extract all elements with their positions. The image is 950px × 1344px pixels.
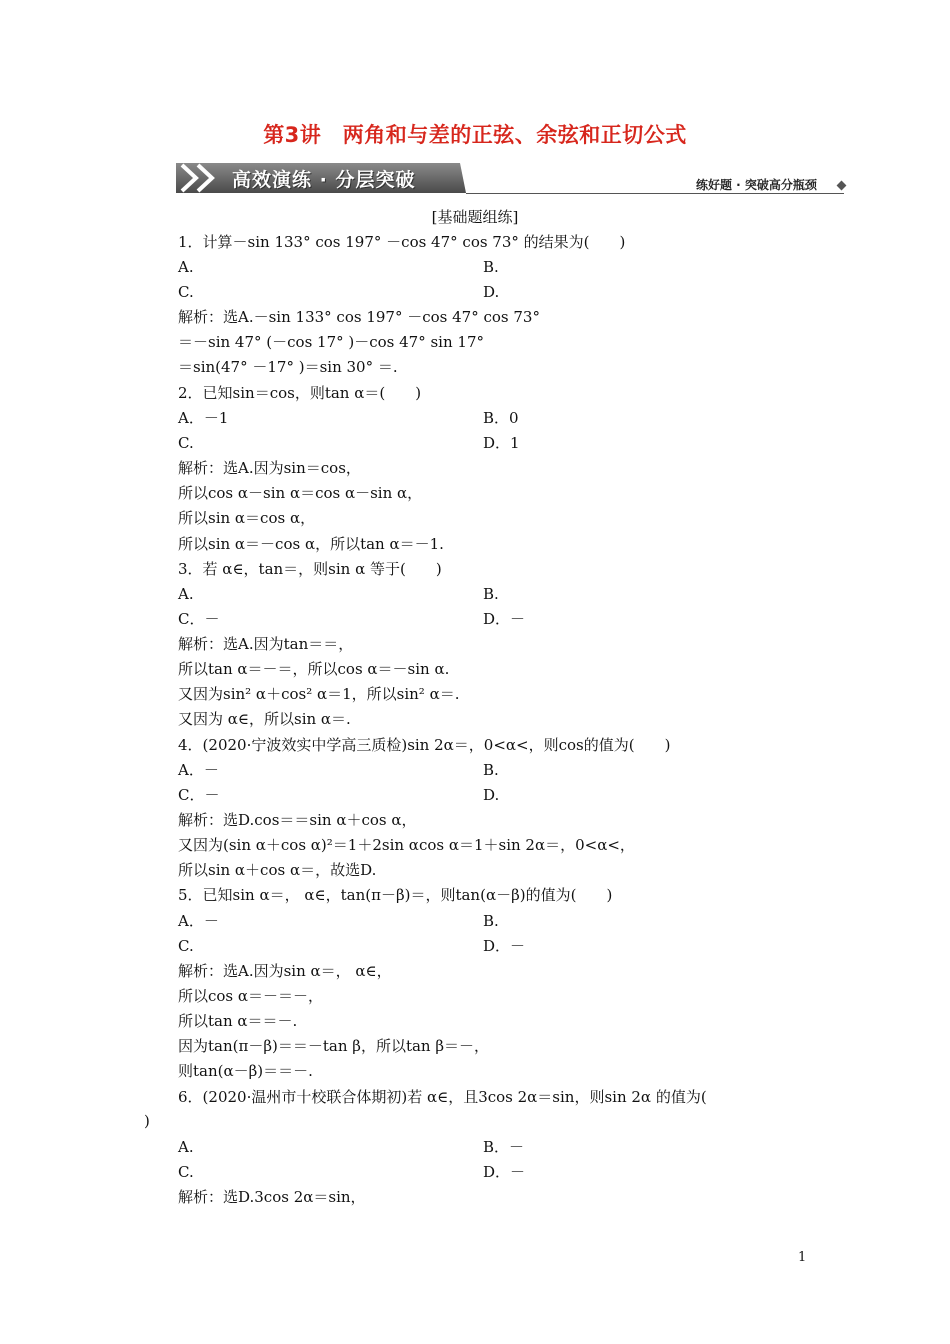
- question-text: 6．(2020·温州市十校联合体期初)若 α∈，且3cos 2α＝sin，则sin 2α 的值为(: [178, 1088, 707, 1106]
- question-text: 2．已知sin＝cos，则tan α＝( ): [178, 384, 422, 402]
- solution-line: 所以tan α＝＝－.: [178, 1012, 298, 1030]
- option-c: C.: [178, 434, 194, 452]
- solution-line: ＝－sin 47° (－cos 17° )－cos 47° sin 17°: [178, 333, 484, 351]
- page-title: 第3讲 两角和与差的正弦、余弦和正切公式: [263, 123, 687, 147]
- question-text: 1．计算－sin 133° cos 197° －cos 47° cos 73° 的结果为( ): [178, 233, 626, 251]
- option-d: D.: [483, 283, 500, 301]
- option-b: B．0: [483, 409, 519, 427]
- option-c: C.: [178, 937, 194, 955]
- option-b: B.: [483, 761, 499, 779]
- option-c: C．－: [178, 610, 220, 628]
- solution-line: 所以cos α－sin α＝cos α－sin α，: [178, 484, 423, 502]
- option-d: D．－: [483, 610, 526, 628]
- option-c: C.: [178, 1163, 194, 1181]
- option-c: C.: [178, 283, 194, 301]
- solution-line: 所以sin α＝－cos α，所以tan α＝－1.: [178, 535, 444, 553]
- solution-line: 解析：选A.因为sin α＝， α∈，: [178, 962, 392, 980]
- option-a: A.: [178, 1138, 194, 1156]
- page-number: 1: [798, 1250, 807, 1265]
- question-text: 5．已知sin α＝， α∈，tan(π－β)＝，则tan(α－β)的值为( ): [178, 886, 613, 904]
- solution-line: 所以sin α＋cos α＝，故选D.: [178, 861, 377, 879]
- question-text: 4．(2020·宁波效实中学高三质检)sin 2α＝，0<α<，则cos的值为( ): [178, 736, 671, 754]
- question-text: 3．若 α∈，tan＝，则sin α 等于( ): [178, 560, 442, 578]
- solution-line: 解析：选A.－sin 133° cos 197° －cos 47° cos 73°: [178, 308, 540, 326]
- solution-line: ＝sin(47° －17° )＝sin 30° ＝.: [178, 358, 398, 376]
- option-b: B.: [483, 585, 499, 603]
- solution-line: 解析：选D.3cos 2α＝sin，: [178, 1188, 366, 1206]
- section-heading: [基础题组练]: [431, 208, 519, 226]
- option-d: D.: [483, 786, 500, 804]
- diamond-icon: [837, 181, 847, 191]
- question-text-wrap: ): [144, 1112, 150, 1130]
- option-b: B.: [483, 258, 499, 276]
- option-a: A.: [178, 258, 194, 276]
- banner-rule: [466, 193, 844, 194]
- solution-line: 解析：选D.cos＝＝sin α＋cos α，: [178, 811, 417, 829]
- solution-line: 所以cos α＝－＝－，: [178, 987, 324, 1005]
- section-banner: [176, 161, 466, 195]
- option-b: B．－: [483, 1138, 525, 1156]
- option-a: A．－: [178, 912, 219, 930]
- solution-line: 解析：选A.因为tan＝＝，: [178, 635, 354, 653]
- solution-line: 又因为(sin α＋cos α)²＝1＋2sin αcos α＝1＋sin 2α＝，0<α<，: [178, 836, 635, 854]
- solution-line: 因为tan(π－β)＝＝－tan β，所以tan β＝－，: [178, 1037, 490, 1055]
- option-d: D．1: [483, 434, 520, 452]
- solution-line: 则tan(α－β)＝＝－.: [178, 1062, 313, 1080]
- solution-line: 解析：选A.因为sin＝cos，: [178, 459, 361, 477]
- option-a: A.: [178, 585, 194, 603]
- option-a: A．－: [178, 761, 219, 779]
- option-b: B.: [483, 912, 499, 930]
- option-a: A．－1: [178, 409, 229, 427]
- solution-line: 又因为sin² α＋cos² α＝1，所以sin² α＝.: [178, 685, 460, 703]
- solution-line: 又因为 α∈，所以sin α＝.: [178, 710, 351, 728]
- option-d: D．－: [483, 1163, 526, 1181]
- option-c: C．－: [178, 786, 220, 804]
- solution-line: 所以sin α＝cos α，: [178, 509, 316, 527]
- option-d: D．－: [483, 937, 526, 955]
- banner-subtitle: 练好题 · 突破高分瓶颈: [696, 178, 817, 192]
- solution-line: 所以tan α＝－＝，所以cos α＝－sin α.: [178, 660, 450, 678]
- banner-title: 高效演练 · 分层突破: [232, 169, 416, 191]
